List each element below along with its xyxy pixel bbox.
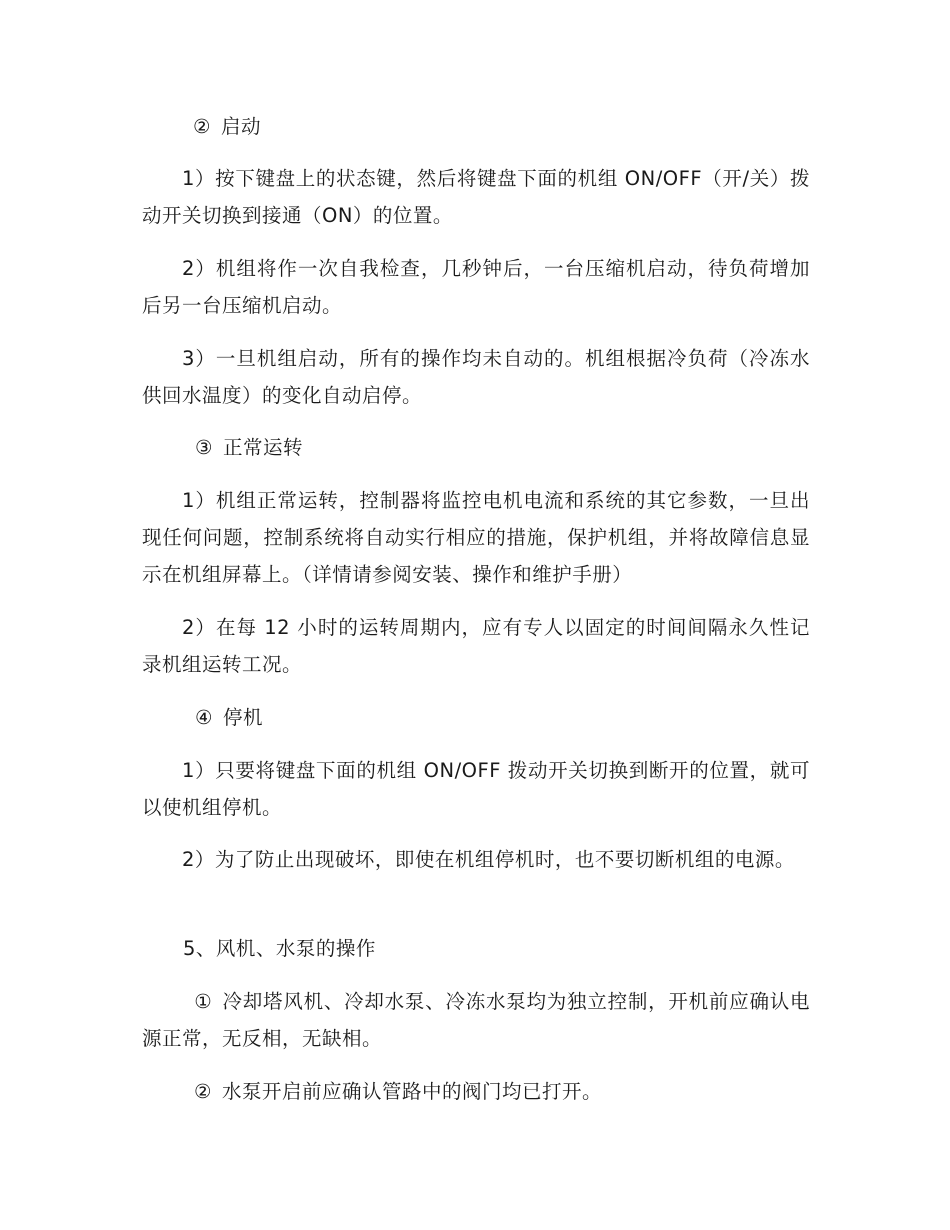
paragraph: 1）机组正常运转，控制器将监控电机电流和系统的其它参数，一旦出现任何问题，控制系统将自动实行相应的措施，保护机组，并将故障信息显示在机组屏幕上。（详情请参阅安装、操作和维护手册） (142, 489, 810, 586)
heading-number: ③ (195, 436, 213, 459)
paragraph: 1）只要将键盘下面的机组 ON/OFF 拨动开关切换到断开的位置，就可以使机组停机。 (142, 759, 810, 819)
paragraph: ① 冷却塔风机、冷却水泵、冷冻水泵均为独立控制，开机前应确认电源正常，无反相，无缺相。 (142, 990, 810, 1050)
heading-number: ② (193, 115, 211, 138)
section-heading-fan-pump: 5、风机、水泵的操作 (183, 937, 376, 960)
section-heading-shutdown (195, 699, 263, 736)
paragraph: 2）机组将作一次自我检查，几秒钟后，一台压缩机启动，待负荷增加后另一台压缩机启动。 (142, 257, 810, 317)
heading-text: 启动 (220, 115, 261, 138)
section-heading-normal-operation (195, 429, 303, 466)
paragraph: 2）在每 12 小时的运转周期内，应有专人以固定的时间间隔永久性记录机组运转工况。 (142, 616, 810, 676)
paragraph: ② 水泵开启前应确认管路中的阀门均已打开。 (194, 1080, 602, 1103)
paragraph: 1）按下键盘上的状态键，然后将键盘下面的机组 ON/OFF（开/关）拨动开关切换到接通（ON）的位置。 (142, 167, 810, 227)
paragraph: 2）为了防止出现破坏，即使在机组停机时，也不要切断机组的电源。 (182, 848, 795, 871)
item-number: ① (194, 990, 213, 1013)
heading-number: ④ (195, 706, 213, 729)
heading-text: 停机 (222, 706, 263, 729)
heading-text: 正常运转 (222, 436, 303, 459)
section-heading-startup (193, 108, 261, 145)
item-number: ② (194, 1080, 212, 1103)
paragraph: 3）一旦机组启动，所有的操作均未自动的。机组根据冷负荷（冷冻水供回水温度）的变化自动启停。 (142, 347, 810, 407)
